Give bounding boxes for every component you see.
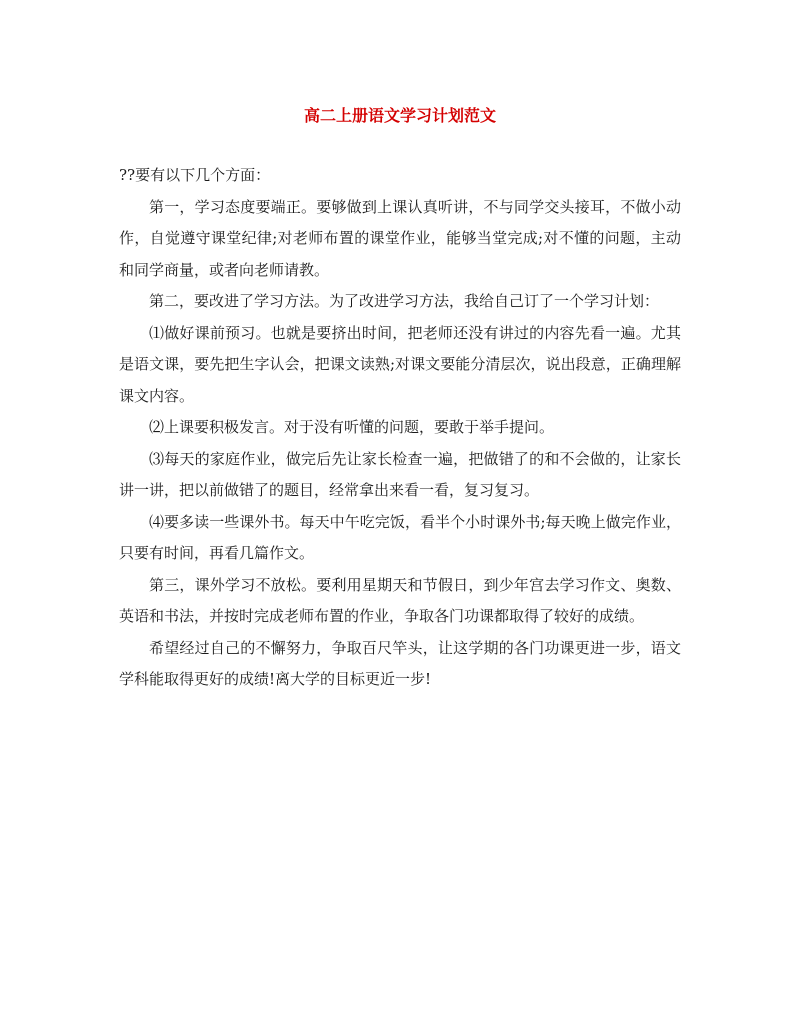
paragraph-plan-item-4: ⑷要多读一些课外书。每天中午吃完饭，看半个小时课外书;每天晚上做完作业，只要有时间，再看几篇作文。 xyxy=(119,512,681,562)
paragraph-conclusion: 希望经过自己的不懈努力，争取百尺竿头，让这学期的各门功课更进一步，语文学科能取得更好的成绩!离大学的目标更近一步! xyxy=(119,638,681,688)
document-body xyxy=(119,160,681,696)
paragraph-first-point: 第一，学习态度要端正。要够做到上课认真听讲，不与同学交头接耳，不做小动作，自觉遵守课堂纪律;对老师布置的课堂作业，能够当堂完成;对不懂的问题，主动和同学商量，或者向老师请教。 xyxy=(119,197,681,279)
paragraph-plan-item-3: ⑶每天的家庭作业，做完后先让家长检查一遍，把做错了的和不会做的，让家长讲一讲，把以前做错了的题目，经常拿出来看一看，复习复习。 xyxy=(119,449,681,499)
paragraph-second-point: 第二，要改进了学习方法。为了改进学习方法，我给自己订了一个学习计划： xyxy=(149,292,660,310)
paragraph-plan-item-1: ⑴做好课前预习。也就是要挤出时间，把老师还没有讲过的内容先看一遍。尤其是语文课，要先把生字认会，把课文读熟;对课文要能分清层次，说出段意，正确理解课文内容。 xyxy=(119,323,681,405)
document-title: 高二上册语文学习计划范文 xyxy=(303,106,496,125)
paragraph-third-point: 第三，课外学习不放松。要利用星期天和节假日，到少年宫去学习作文、奥数、英语和书法，并按时完成老师布置的作业，争取各门功课都取得了较好的成绩。 xyxy=(119,575,681,625)
paragraph-intro: ??要有以下几个方面： xyxy=(119,166,271,184)
paragraph-plan-item-2: ⑵上课要积极发言。对于没有听懂的问题，要敢于举手提问。 xyxy=(149,418,555,436)
